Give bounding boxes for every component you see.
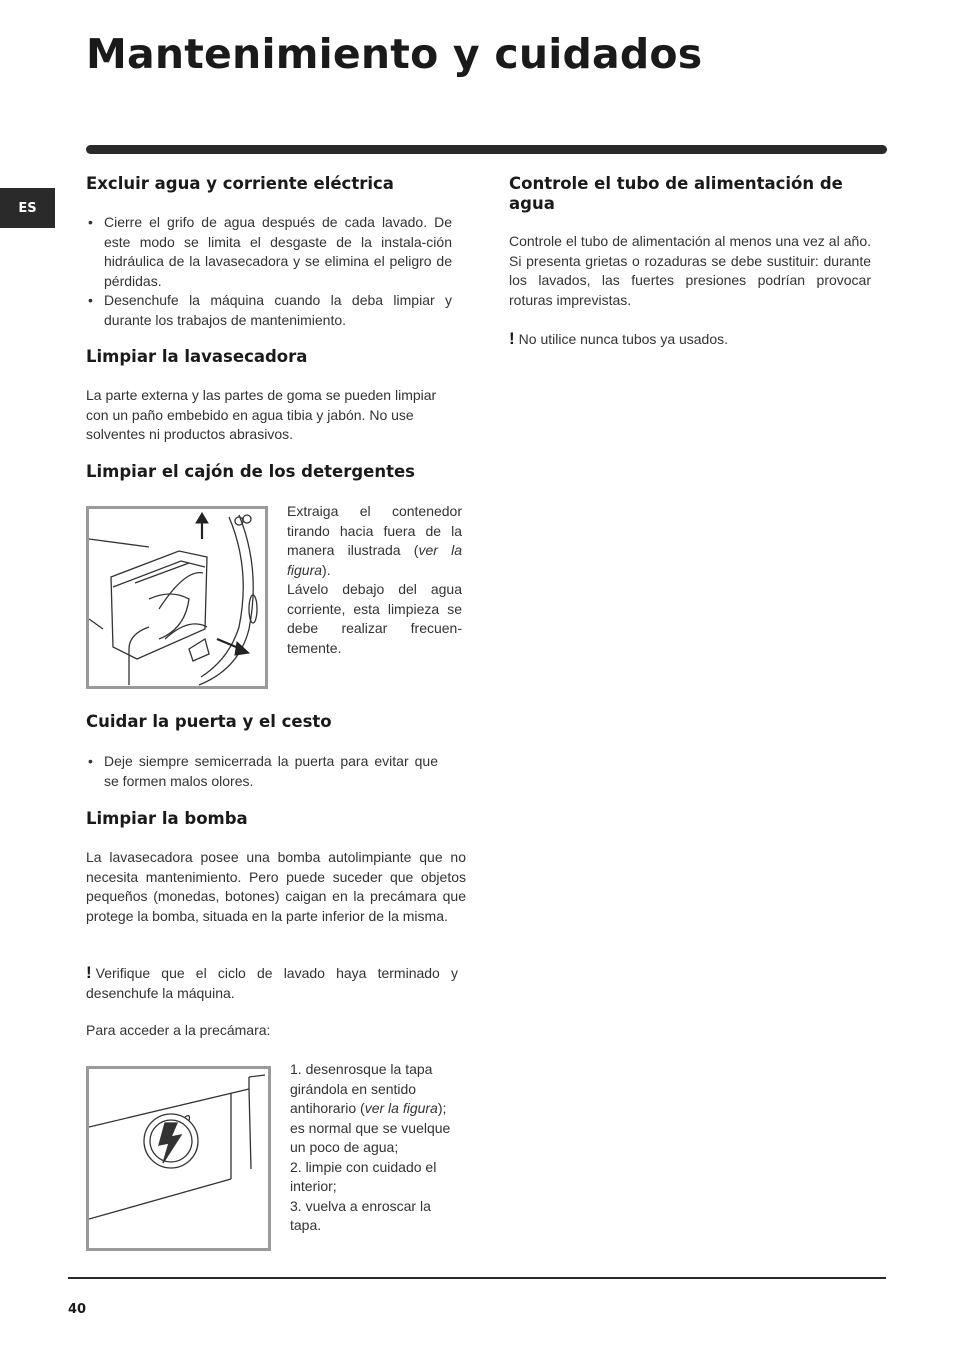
warning-icon: ! xyxy=(86,963,92,982)
language-tab: ES xyxy=(0,188,55,228)
pump-figure xyxy=(86,1066,271,1251)
cajon-text-a: Extraiga el contenedor tirando hacia fuera de la manera ilustrada ( xyxy=(287,503,462,558)
heading-tubo: Controle el tubo de alimentación de agua xyxy=(509,174,843,213)
bomba-steps xyxy=(290,1060,465,1236)
bomba-warning-text: Verifique que el ciclo de lavado haya terminado y desenchufe la máquina. xyxy=(86,965,458,1001)
tubo-text: Controle el tubo de alimentación al menos una vez al año. Si presenta grietas o rozaduras se debe sustituir: durante los lavados, las fuertes presiones podrían provocar roturas imprevistas. xyxy=(509,233,871,308)
heading-puerta: Cuidar la puerta y el cesto xyxy=(86,712,332,731)
step-1-text-a: 1. desenrosque la tapa girándola en sentido antihorario ( xyxy=(290,1061,433,1116)
bomba-text: La lavasecadora posee una bomba autolimpiante que no necesita mantenimiento. Pero puede suceder que objetos pequeños (monedas, botones) caigan en la precámara que protege la bomba, situada en la parte inferior de la misma. xyxy=(86,849,466,924)
detergent-drawer-illustration xyxy=(89,509,265,686)
bomba-access: Para acceder a la precámara: xyxy=(86,1022,271,1038)
heading-cajon: Limpiar el cajón de los detergentes xyxy=(86,462,416,481)
step-3-text: 3. vuelva a enroscar la tapa. xyxy=(290,1197,431,1233)
list-item: • Desenchufe la máquina cuando la deba limpiar y durante los trabajos de mantenimiento. xyxy=(86,291,452,330)
limpiar-lavasecadora-text: La parte externa y las partes de goma se pueden limpiar con un paño embebido en agua tibia y jabón. No use solventes ni productos abrasivos. xyxy=(86,387,437,442)
heading-limpiar-lavasecadora: Limpiar la lavasecadora xyxy=(86,347,308,366)
pump-cover-illustration xyxy=(89,1069,268,1248)
puerta-list xyxy=(86,752,438,791)
bomba-warning xyxy=(86,963,458,1003)
step-2-text: 2. limpie con cuidado el interior; xyxy=(290,1158,437,1194)
heading-excluir: Excluir agua y corriente eléctrica xyxy=(86,174,394,193)
tubo-warning xyxy=(509,329,871,350)
detergent-drawer-figure xyxy=(86,506,268,689)
warning-icon: ! xyxy=(509,329,515,348)
excluir-list xyxy=(86,213,452,330)
bottom-rule xyxy=(68,1277,886,1279)
page-title: Mantenimiento y cuidados xyxy=(86,30,703,78)
page-number: 40 xyxy=(68,1302,87,1317)
top-rule xyxy=(86,145,887,154)
list-item: • Deje siempre semicerrada la puerta para evitar que se formen malos olores. xyxy=(86,752,438,791)
list-item: • Cierre el grifo de agua después de cada lavado. De este modo se limita el desgaste de la instala-ción hidráulica de la lavasecadora y se elimina el peligro de pérdidas. xyxy=(86,213,452,291)
cajon-text-b: ). xyxy=(322,561,331,578)
cajon-text-ref: ver la figura xyxy=(287,542,462,578)
step-1-text-b: ); es normal que se vuelque un poco de agua; xyxy=(290,1100,451,1155)
cajon-text-c: Lávelo debajo del agua corriente, esta limpieza se debe realizar frecuen-temente. xyxy=(287,581,462,656)
cajon-text xyxy=(287,502,462,658)
step-1-ref: ver la figura xyxy=(364,1100,438,1116)
tubo-warning-text: No utilice nunca tubos ya usados. xyxy=(518,331,729,347)
heading-bomba: Limpiar la bomba xyxy=(86,809,248,828)
